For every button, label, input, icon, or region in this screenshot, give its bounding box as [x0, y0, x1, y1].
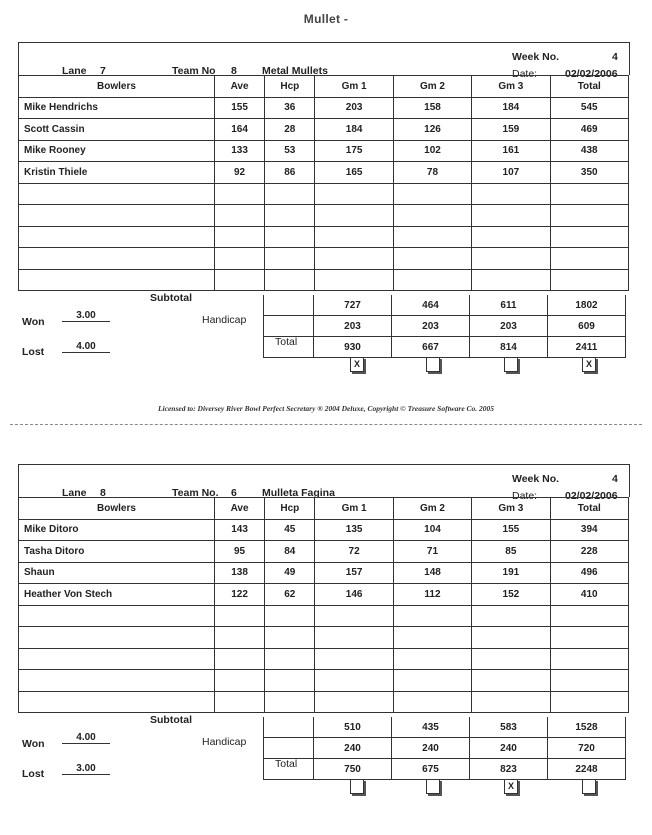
subtotal-g1[interactable]: 727 [314, 295, 392, 316]
column-header: Bowlers [19, 76, 215, 98]
cell-g2[interactable]: 102 [393, 140, 471, 162]
table-row [19, 269, 629, 291]
bowlers-table [18, 497, 629, 713]
table-row [19, 605, 629, 627]
table-row [19, 562, 629, 584]
week-number: 4 [612, 473, 618, 485]
handicap-row [264, 316, 626, 337]
team-name: Metal Mullets [262, 65, 328, 77]
cell-ave[interactable]: 138 [214, 562, 264, 584]
won-value[interactable]: 4.00 [62, 732, 110, 744]
empty-cell[interactable] [19, 205, 215, 227]
empty-cell[interactable] [265, 205, 315, 227]
table-row [19, 97, 629, 119]
lane-label: Lane [62, 487, 87, 499]
game-win-checkbox[interactable] [426, 779, 440, 794]
empty-cell[interactable] [393, 670, 471, 692]
table-row [19, 627, 629, 649]
empty-cell[interactable] [265, 605, 315, 627]
cell-g1[interactable]: 157 [315, 562, 393, 584]
column-header: Total [550, 76, 628, 98]
subtotal-label: Subtotal [150, 714, 192, 726]
date-value: 02/02/2006 [565, 68, 618, 80]
handicap-total[interactable]: 609 [548, 316, 626, 337]
handicap-g1[interactable]: 240 [314, 738, 392, 759]
cell-g3[interactable]: 107 [472, 162, 550, 184]
cell-name[interactable]: Tasha Ditoro [19, 541, 215, 563]
score-sheet-2 [0, 464, 652, 804]
empty-cell[interactable] [19, 691, 215, 713]
cell-name[interactable]: Scott Cassin [19, 119, 215, 141]
empty-cell[interactable] [265, 670, 315, 692]
empty-cell[interactable] [19, 627, 215, 649]
column-header: Hcp [265, 498, 315, 520]
cut-line [10, 424, 642, 425]
empty-cell[interactable] [214, 691, 264, 713]
cell-hcp[interactable]: 49 [265, 562, 315, 584]
cell-name[interactable]: Mike Hendrichs [19, 97, 215, 119]
lane-number: 7 [100, 65, 106, 77]
subtotal-label: Subtotal [150, 292, 192, 304]
handicap-label: Handicap [202, 314, 247, 326]
handicap-g3[interactable]: 203 [470, 316, 548, 337]
empty-cell[interactable] [550, 183, 628, 205]
cell-g3[interactable]: 191 [472, 562, 550, 584]
column-header: Gm 1 [315, 76, 393, 98]
handicap-total[interactable]: 720 [548, 738, 626, 759]
cell-total[interactable]: 545 [550, 97, 628, 119]
cell-ave[interactable]: 95 [214, 541, 264, 563]
subtotal-row [264, 717, 626, 738]
date-value: 02/02/2006 [565, 490, 618, 502]
team-number: 6 [231, 487, 237, 499]
cell-hcp[interactable]: 86 [265, 162, 315, 184]
table-row [19, 119, 629, 141]
team-label: Team No [172, 65, 216, 77]
cell-g3[interactable]: 85 [472, 541, 550, 563]
cell-g2[interactable]: 112 [393, 584, 471, 606]
empty-cell[interactable] [19, 648, 215, 670]
empty-cell[interactable] [472, 248, 550, 270]
table-row [19, 670, 629, 692]
empty-cell[interactable] [550, 248, 628, 270]
game-win-checkbox[interactable]: X [582, 357, 596, 372]
cell-name[interactable]: Kristin Thiele [19, 162, 215, 184]
blank-cell [264, 295, 314, 316]
won-label: Won [22, 316, 45, 328]
total-row [264, 337, 626, 358]
cell-g3[interactable]: 161 [472, 140, 550, 162]
empty-cell[interactable] [315, 670, 393, 692]
table-row [19, 519, 629, 541]
game-win-checkbox[interactable] [350, 779, 364, 794]
cell-g1[interactable]: 184 [315, 119, 393, 141]
empty-cell[interactable] [393, 226, 471, 248]
empty-cell[interactable] [472, 648, 550, 670]
empty-cell[interactable] [550, 269, 628, 291]
subtotal-total[interactable]: 1802 [548, 295, 626, 316]
empty-cell[interactable] [472, 691, 550, 713]
empty-cell[interactable] [472, 205, 550, 227]
empty-cell[interactable] [550, 648, 628, 670]
blank-cell [264, 316, 314, 337]
lost-value[interactable]: 4.00 [62, 341, 110, 353]
blank-cell [264, 717, 314, 738]
column-header: Gm 3 [472, 76, 550, 98]
totals-table [263, 295, 626, 358]
empty-cell[interactable] [550, 205, 628, 227]
cell-ave[interactable]: 155 [214, 97, 264, 119]
game-win-checkbox[interactable]: X [350, 357, 364, 372]
empty-cell[interactable] [214, 627, 264, 649]
empty-cell[interactable] [393, 205, 471, 227]
lost-label: Lost [22, 346, 45, 358]
bowlers-table [18, 75, 629, 291]
subtotal-row [264, 295, 626, 316]
handicap-g3[interactable]: 240 [470, 738, 548, 759]
column-header: Ave [214, 76, 264, 98]
table-row [19, 162, 629, 184]
cell-g3[interactable]: 152 [472, 584, 550, 606]
table-row [19, 205, 629, 227]
game-win-checkbox[interactable] [504, 357, 518, 372]
empty-cell[interactable] [214, 248, 264, 270]
column-header: Gm 2 [393, 76, 471, 98]
empty-cell[interactable] [19, 183, 215, 205]
cell-total[interactable]: 496 [550, 562, 628, 584]
empty-cell[interactable] [214, 605, 264, 627]
empty-cell[interactable] [393, 183, 471, 205]
cell-g3[interactable]: 159 [472, 119, 550, 141]
cell-g2[interactable]: 78 [393, 162, 471, 184]
table-row [19, 183, 629, 205]
total-label: Total [275, 758, 298, 770]
team-number: 8 [231, 65, 237, 77]
total-total[interactable]: 2411 [548, 337, 626, 358]
week-label: Week No. [512, 51, 560, 63]
empty-cell[interactable] [393, 627, 471, 649]
table-row [19, 541, 629, 563]
cell-name[interactable]: Shaun [19, 562, 215, 584]
cell-ave[interactable]: 164 [214, 119, 264, 141]
empty-cell[interactable] [214, 183, 264, 205]
week-label: Week No. [512, 473, 560, 485]
cell-g1[interactable]: 72 [315, 541, 393, 563]
empty-cell[interactable] [315, 269, 393, 291]
empty-cell[interactable] [19, 269, 215, 291]
empty-cell[interactable] [19, 670, 215, 692]
won-label: Won [22, 738, 45, 750]
cell-g2[interactable]: 71 [393, 541, 471, 563]
cell-g2[interactable]: 158 [393, 97, 471, 119]
cell-g2[interactable]: 126 [393, 119, 471, 141]
column-header: Hcp [265, 76, 315, 98]
table-row [19, 226, 629, 248]
total-label: Total [275, 336, 298, 348]
empty-cell[interactable] [265, 691, 315, 713]
table-row [19, 691, 629, 713]
subtotal-g2[interactable]: 464 [392, 295, 470, 316]
cell-hcp[interactable]: 62 [265, 584, 315, 606]
cell-total[interactable]: 410 [550, 584, 628, 606]
cell-name[interactable]: Mike Ditoro [19, 519, 215, 541]
score-sheet-1 [0, 42, 652, 382]
date-label: Date: [512, 490, 538, 502]
empty-cell[interactable] [472, 627, 550, 649]
cell-hcp[interactable]: 28 [265, 119, 315, 141]
empty-cell[interactable] [472, 605, 550, 627]
subtotal-g3[interactable]: 611 [470, 295, 548, 316]
empty-cell[interactable] [315, 183, 393, 205]
empty-cell[interactable] [472, 183, 550, 205]
cell-hcp[interactable]: 45 [265, 519, 315, 541]
cell-total[interactable]: 350 [550, 162, 628, 184]
empty-cell[interactable] [214, 226, 264, 248]
cell-total[interactable]: 469 [550, 119, 628, 141]
cell-hcp[interactable]: 36 [265, 97, 315, 119]
blank-cell [264, 738, 314, 759]
cell-name[interactable]: Heather Von Stech [19, 584, 215, 606]
cell-g3[interactable]: 184 [472, 97, 550, 119]
subtotal-g2[interactable]: 435 [392, 717, 470, 738]
total-row [264, 759, 626, 780]
empty-cell[interactable] [214, 670, 264, 692]
column-header: Total [550, 498, 628, 520]
empty-cell[interactable] [550, 226, 628, 248]
lost-value[interactable]: 3.00 [62, 763, 110, 775]
empty-cell[interactable] [315, 691, 393, 713]
empty-cell[interactable] [550, 670, 628, 692]
week-number: 4 [612, 51, 618, 63]
date-label: Date: [512, 68, 538, 80]
total-g2[interactable]: 667 [392, 337, 470, 358]
page-title: Mullet - [303, 12, 349, 26]
cell-name[interactable]: Mike Rooney [19, 140, 215, 162]
empty-cell[interactable] [265, 269, 315, 291]
total-g1[interactable]: 750 [314, 759, 392, 780]
cell-total[interactable]: 394 [550, 519, 628, 541]
handicap-label: Handicap [202, 736, 247, 748]
won-value[interactable]: 3.00 [62, 310, 110, 322]
empty-cell[interactable] [393, 648, 471, 670]
cell-total[interactable]: 438 [550, 140, 628, 162]
cell-ave[interactable]: 133 [214, 140, 264, 162]
totals-table [263, 717, 626, 780]
cell-g1[interactable]: 203 [315, 97, 393, 119]
table-row [19, 648, 629, 670]
empty-cell[interactable] [550, 627, 628, 649]
column-header: Bowlers [19, 498, 215, 520]
empty-cell[interactable] [315, 605, 393, 627]
team-name: Mulleta Fagina [262, 487, 335, 499]
empty-cell[interactable] [19, 248, 215, 270]
cell-hcp[interactable]: 53 [265, 140, 315, 162]
lost-label: Lost [22, 768, 45, 780]
subtotal-total[interactable]: 1528 [548, 717, 626, 738]
empty-cell[interactable] [550, 605, 628, 627]
total-g3[interactable]: 823 [470, 759, 548, 780]
total-g2[interactable]: 675 [392, 759, 470, 780]
empty-cell[interactable] [472, 670, 550, 692]
cell-g1[interactable]: 146 [315, 584, 393, 606]
empty-cell[interactable] [393, 248, 471, 270]
column-header: Ave [214, 498, 264, 520]
subtotal-g1[interactable]: 510 [314, 717, 392, 738]
total-g1[interactable]: 930 [314, 337, 392, 358]
table-row [19, 584, 629, 606]
empty-cell[interactable] [393, 269, 471, 291]
cell-g2[interactable]: 104 [393, 519, 471, 541]
empty-cell[interactable] [265, 183, 315, 205]
cell-g1[interactable]: 165 [315, 162, 393, 184]
cell-g1[interactable]: 135 [315, 519, 393, 541]
handicap-g2[interactable]: 240 [392, 738, 470, 759]
table-row [19, 140, 629, 162]
empty-cell[interactable] [265, 627, 315, 649]
total-g3[interactable]: 814 [470, 337, 548, 358]
team-label: Team No. [172, 487, 219, 499]
lane-label: Lane [62, 65, 87, 77]
cell-g2[interactable]: 148 [393, 562, 471, 584]
empty-cell[interactable] [315, 226, 393, 248]
handicap-g2[interactable]: 203 [392, 316, 470, 337]
empty-cell[interactable] [315, 205, 393, 227]
cell-g3[interactable]: 155 [472, 519, 550, 541]
handicap-g1[interactable]: 203 [314, 316, 392, 337]
empty-cell[interactable] [472, 269, 550, 291]
table-header-row [19, 498, 629, 520]
empty-cell[interactable] [550, 691, 628, 713]
cell-ave[interactable]: 143 [214, 519, 264, 541]
table-row [19, 248, 629, 270]
cell-total[interactable]: 228 [550, 541, 628, 563]
empty-cell[interactable] [315, 627, 393, 649]
game-win-checkbox[interactable]: X [504, 779, 518, 794]
game-win-checkbox[interactable] [582, 779, 596, 794]
cell-hcp[interactable]: 84 [265, 541, 315, 563]
cell-ave[interactable]: 92 [214, 162, 264, 184]
license-footer: Licensed to: Diversey River Bowl Perfect Secretary ® 2004 Deluxe, Copyright © Treasure Software Co. 2005 [157, 404, 495, 413]
empty-cell[interactable] [214, 648, 264, 670]
total-total[interactable]: 2248 [548, 759, 626, 780]
subtotal-g3[interactable]: 583 [470, 717, 548, 738]
cell-ave[interactable]: 122 [214, 584, 264, 606]
table-header-row [19, 76, 629, 98]
handicap-row [264, 738, 626, 759]
game-win-checkbox[interactable] [426, 357, 440, 372]
empty-cell[interactable] [315, 248, 393, 270]
column-header: Gm 3 [472, 498, 550, 520]
cell-g1[interactable]: 175 [315, 140, 393, 162]
empty-cell[interactable] [214, 269, 264, 291]
empty-cell[interactable] [393, 691, 471, 713]
lane-number: 8 [100, 487, 106, 499]
column-header: Gm 2 [393, 498, 471, 520]
column-header: Gm 1 [315, 498, 393, 520]
empty-cell[interactable] [265, 648, 315, 670]
empty-cell[interactable] [19, 605, 215, 627]
empty-cell[interactable] [19, 226, 215, 248]
empty-cell[interactable] [265, 248, 315, 270]
empty-cell[interactable] [214, 205, 264, 227]
empty-cell[interactable] [265, 226, 315, 248]
empty-cell[interactable] [393, 605, 471, 627]
empty-cell[interactable] [472, 226, 550, 248]
empty-cell[interactable] [315, 648, 393, 670]
